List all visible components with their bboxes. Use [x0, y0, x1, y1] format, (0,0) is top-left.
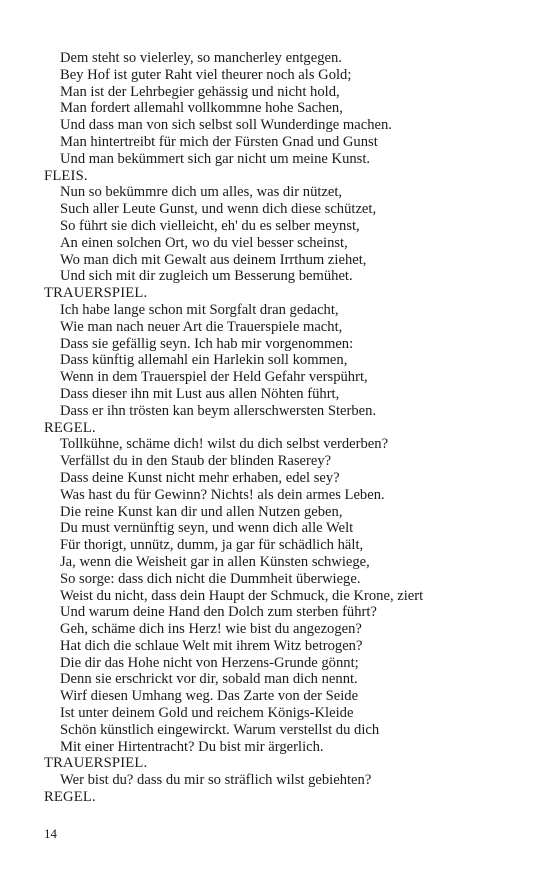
verse-line: Dass er ihn trösten kan beym allerschwersten Sterben.	[60, 402, 377, 419]
verse-line: Dass dieser ihn mit Lust aus allen Nöhten führt,	[60, 385, 340, 402]
verse-line: Du must vernünftig seyn, und wenn dich alle Welt	[60, 520, 354, 537]
verse-line: Hat dich die schlaue Welt mit ihrem Witz betrogen?	[60, 637, 363, 654]
verse-line: Man hintertreibt für mich der Fürsten Gnad und Gunst	[60, 133, 378, 150]
verse-line: Wo man dich mit Gewalt aus deinem Irrthum ziehet,	[60, 251, 367, 268]
verse-line: Dass sie gefällig seyn. Ich hab mir vorgenommen:	[60, 335, 354, 352]
verse-line: Die reine Kunst kan dir und allen Nutzen geben,	[60, 503, 343, 520]
verse-line: Die dir das Hohe nicht von Herzens-Grunde gönnt;	[60, 654, 359, 671]
verse-line: Dass künftig allemahl ein Harlekin soll kommen,	[60, 352, 348, 369]
speaker-name: REGEL.	[44, 419, 96, 436]
verse-line: Für thorigt, unnütz, dumm, ja gar für schädlich hält,	[60, 537, 364, 554]
verse-line: Was hast du für Gewinn? Nichts! als dein armes Leben.	[60, 486, 385, 503]
verse-line: Denn sie erschrickt vor dir, sobald man dich nennt.	[60, 671, 358, 688]
verse-line: Such aller Leute Gunst, und wenn dich diese schützet,	[60, 201, 377, 218]
verse-line: Nun so bekümmre dich um alles, was dir nützet,	[60, 184, 343, 201]
verse-line: Mit einer Hirtentracht? Du bist mir ärgerlich.	[60, 738, 324, 755]
verse-line: Ja, wenn die Weisheit gar in allen Künsten schwiege,	[60, 553, 370, 570]
verse-line: So sorge: dass dich nicht die Dummheit überwiege.	[60, 570, 361, 587]
verse-line: Geh, schäme dich ins Herz! wie bist du angezogen?	[60, 621, 362, 638]
speaker-name: TRAUERSPIEL.	[44, 285, 148, 302]
verse-line: Man ist der Lehrbegier gehässig und nicht hold,	[60, 83, 340, 100]
verse-line: Ist unter deinem Gold und reichem Königs-Kleide	[60, 705, 354, 722]
verse-line: Dem steht so vielerley, so mancherley entgegen.	[60, 50, 342, 66]
verse-line: Und dass man von sich selbst soll Wunderdinge machen.	[60, 117, 392, 134]
verse-line: So führt sie dich vielleicht, eh' du es selber meynst,	[60, 217, 360, 234]
verse-line: Ich habe lange schon mit Sorgfalt dran gedacht,	[60, 301, 339, 318]
verse-line: Und man bekümmert sich gar nicht um meine Kunst.	[60, 150, 371, 167]
verse-line: Tollkühne, schäme dich! wilst du dich selbst verderben?	[60, 436, 389, 453]
verse-line: Weist du nicht, dass dein Haupt der Schmuck, die Krone, ziert	[60, 587, 424, 604]
verse-line: An einen solchen Ort, wo du viel besser scheinst,	[60, 234, 348, 251]
verse-line: Bey Hof ist guter Raht viel theurer noch als Gold;	[60, 66, 352, 83]
verse-line: Wirf diesen Umhang weg. Das Zarte von der Seide	[60, 688, 359, 705]
verse-line: Man fordert allemahl vollkommne hohe Sachen,	[60, 100, 343, 117]
verse-line: Wie man nach neuer Art die Trauerspiele macht,	[60, 318, 343, 335]
speaker-name: TRAUERSPIEL.	[44, 755, 148, 772]
speaker-name: REGEL.	[44, 789, 96, 806]
speaker-name: FLEIS.	[44, 167, 88, 184]
page-number: 14	[44, 826, 57, 841]
verse-line: Wer bist du? dass du mir so sträflich wilst gebiehten?	[60, 772, 372, 789]
verse-line: Und warum deine Hand den Dolch zum sterben führt?	[60, 604, 377, 621]
play-text	[44, 50, 534, 806]
verse-line: Und sich mit dir zugleich um Besserung bemühet.	[60, 268, 353, 285]
verse-line: Verfällst du in den Staub der blinden Raserey?	[60, 453, 332, 470]
verse-line: Schön künstlich eingewirckt. Warum verstellst du dich	[60, 721, 380, 738]
verse-line: Dass deine Kunst nicht mehr erhaben, edel sey?	[60, 469, 340, 486]
verse-line: Wenn in dem Trauerspiel der Held Gefahr verspührt,	[60, 369, 368, 386]
